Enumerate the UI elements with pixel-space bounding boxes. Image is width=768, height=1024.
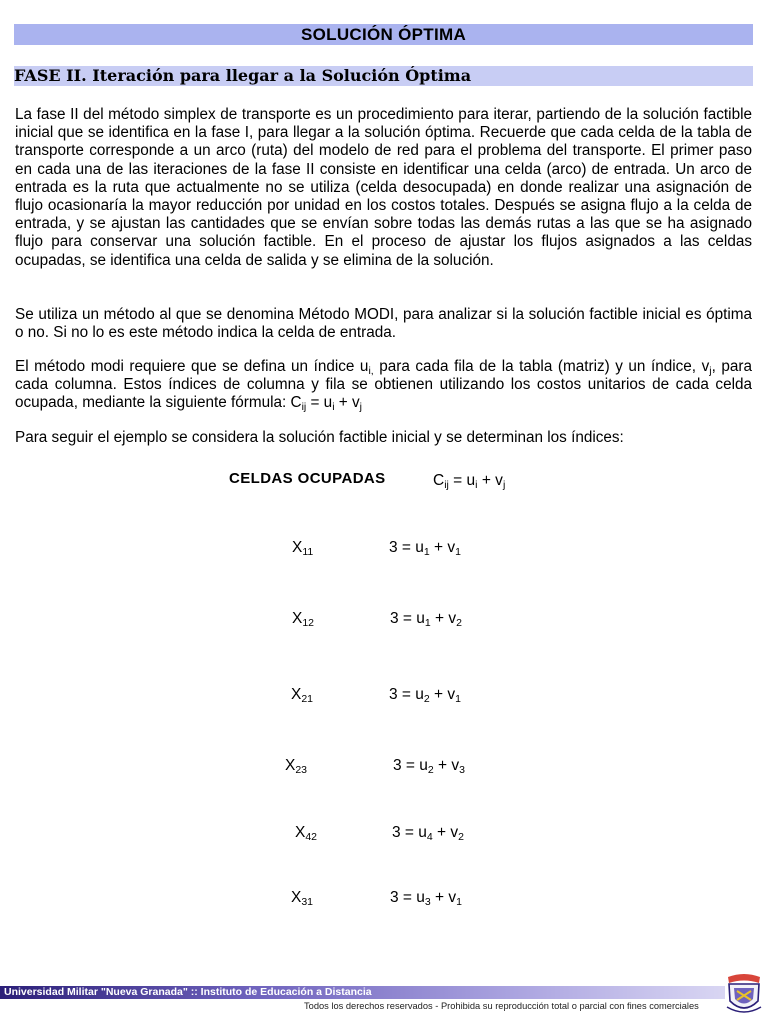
- cell-variable: $X_{21}$: [291, 686, 314, 705]
- cell-variable: $X_{12}$: [292, 610, 315, 629]
- phase-heading: FASE II. Iteración para llegar a la Solución Óptima: [14, 66, 753, 86]
- paragraph-modi-method: Se utiliza un método al que se denomina Método MODI, para analizar si la solución factible inicial es óptima o no. Si no lo es este método indica la celda de entrada.: [15, 306, 752, 342]
- cell-variable: $X_{31}$: [291, 889, 314, 908]
- cell-equation: $3 = u_3 + v_1$: [390, 889, 463, 908]
- cell-equation: $3 = u_2 + v_1$: [389, 686, 462, 705]
- cell-variable: $X_{42}$: [295, 824, 318, 843]
- paragraph-phase-ii: La fase II del método simplex de transporte es un procedimiento para iterar, partiendo de la solución factible inicial que se identifica en la fase I, para llegar a la solución óptima. Recuerde que cada celda de la tabla de transporte corresponde a un arco (ruta) del modelo de red para el problema del transporte. El primer paso en cada una de las iteraciones de la fase II consiste en identificar una celda (arco) de entrada. Un arco de entrada es la ruta que actualmente no se utiliza (celda desocupada) en donde realizar una asignación de flujo ocasionaría la mayor reducción por unidad en los costos totales. Después se asigna flujo a la celda de entrada, y se ajustan las cantidades que se envían sobre todas las demás rutas a las que se ha asignado flujo para conservar una solución factible. En el proceso de ajustar los flujos asignados a las celdas ocupadas, se identifica una celda de salida y se elimina de la solución.: [15, 106, 752, 269]
- cell-equation: $3 = u_4 + v_2$: [392, 824, 465, 843]
- footer-rights-notice: Todos los derechos reservados - Prohibida su reproducción total o parcial con fines comerciales: [304, 1001, 699, 1011]
- cell-equation: $3 = u_1 + v_2$: [390, 610, 463, 629]
- cost-formula-header: $C_{ij} = u_i + v_j$: [433, 472, 506, 491]
- page-title: SOLUCIÓN ÓPTIMA: [14, 24, 753, 45]
- cell-equation: $3 = u_1 + v_1$: [389, 539, 462, 558]
- cell-variable: $X_{11}$: [292, 539, 314, 558]
- paragraph-example-intro: Para seguir el ejemplo se considera la solución factible inicial y se determinan los índices:: [15, 429, 624, 446]
- footer-institution-band: Universidad Militar "Nueva Granada" :: Instituto de Educación a Distancia: [0, 986, 725, 999]
- paragraph-modi-indices: El método modi requiere que se defina un índice $u_{i,}$ para cada fila de la tabla (matriz) y un índice, $v_j$, para cada columna. Estos índices de columna y fila se obtienen utilizando los costos unitarios de cada celda ocupada, mediante la siguiente fórmula: $C_{ij} = u_i + v_j$: [15, 358, 752, 414]
- cell-variable: $X_{23}$: [285, 757, 308, 776]
- university-crest-icon: [722, 971, 766, 1017]
- occupied-cells-header: CELDAS OCUPADAS: [229, 470, 386, 487]
- cell-equation: $3 = u_2 + v_3$: [393, 757, 466, 776]
